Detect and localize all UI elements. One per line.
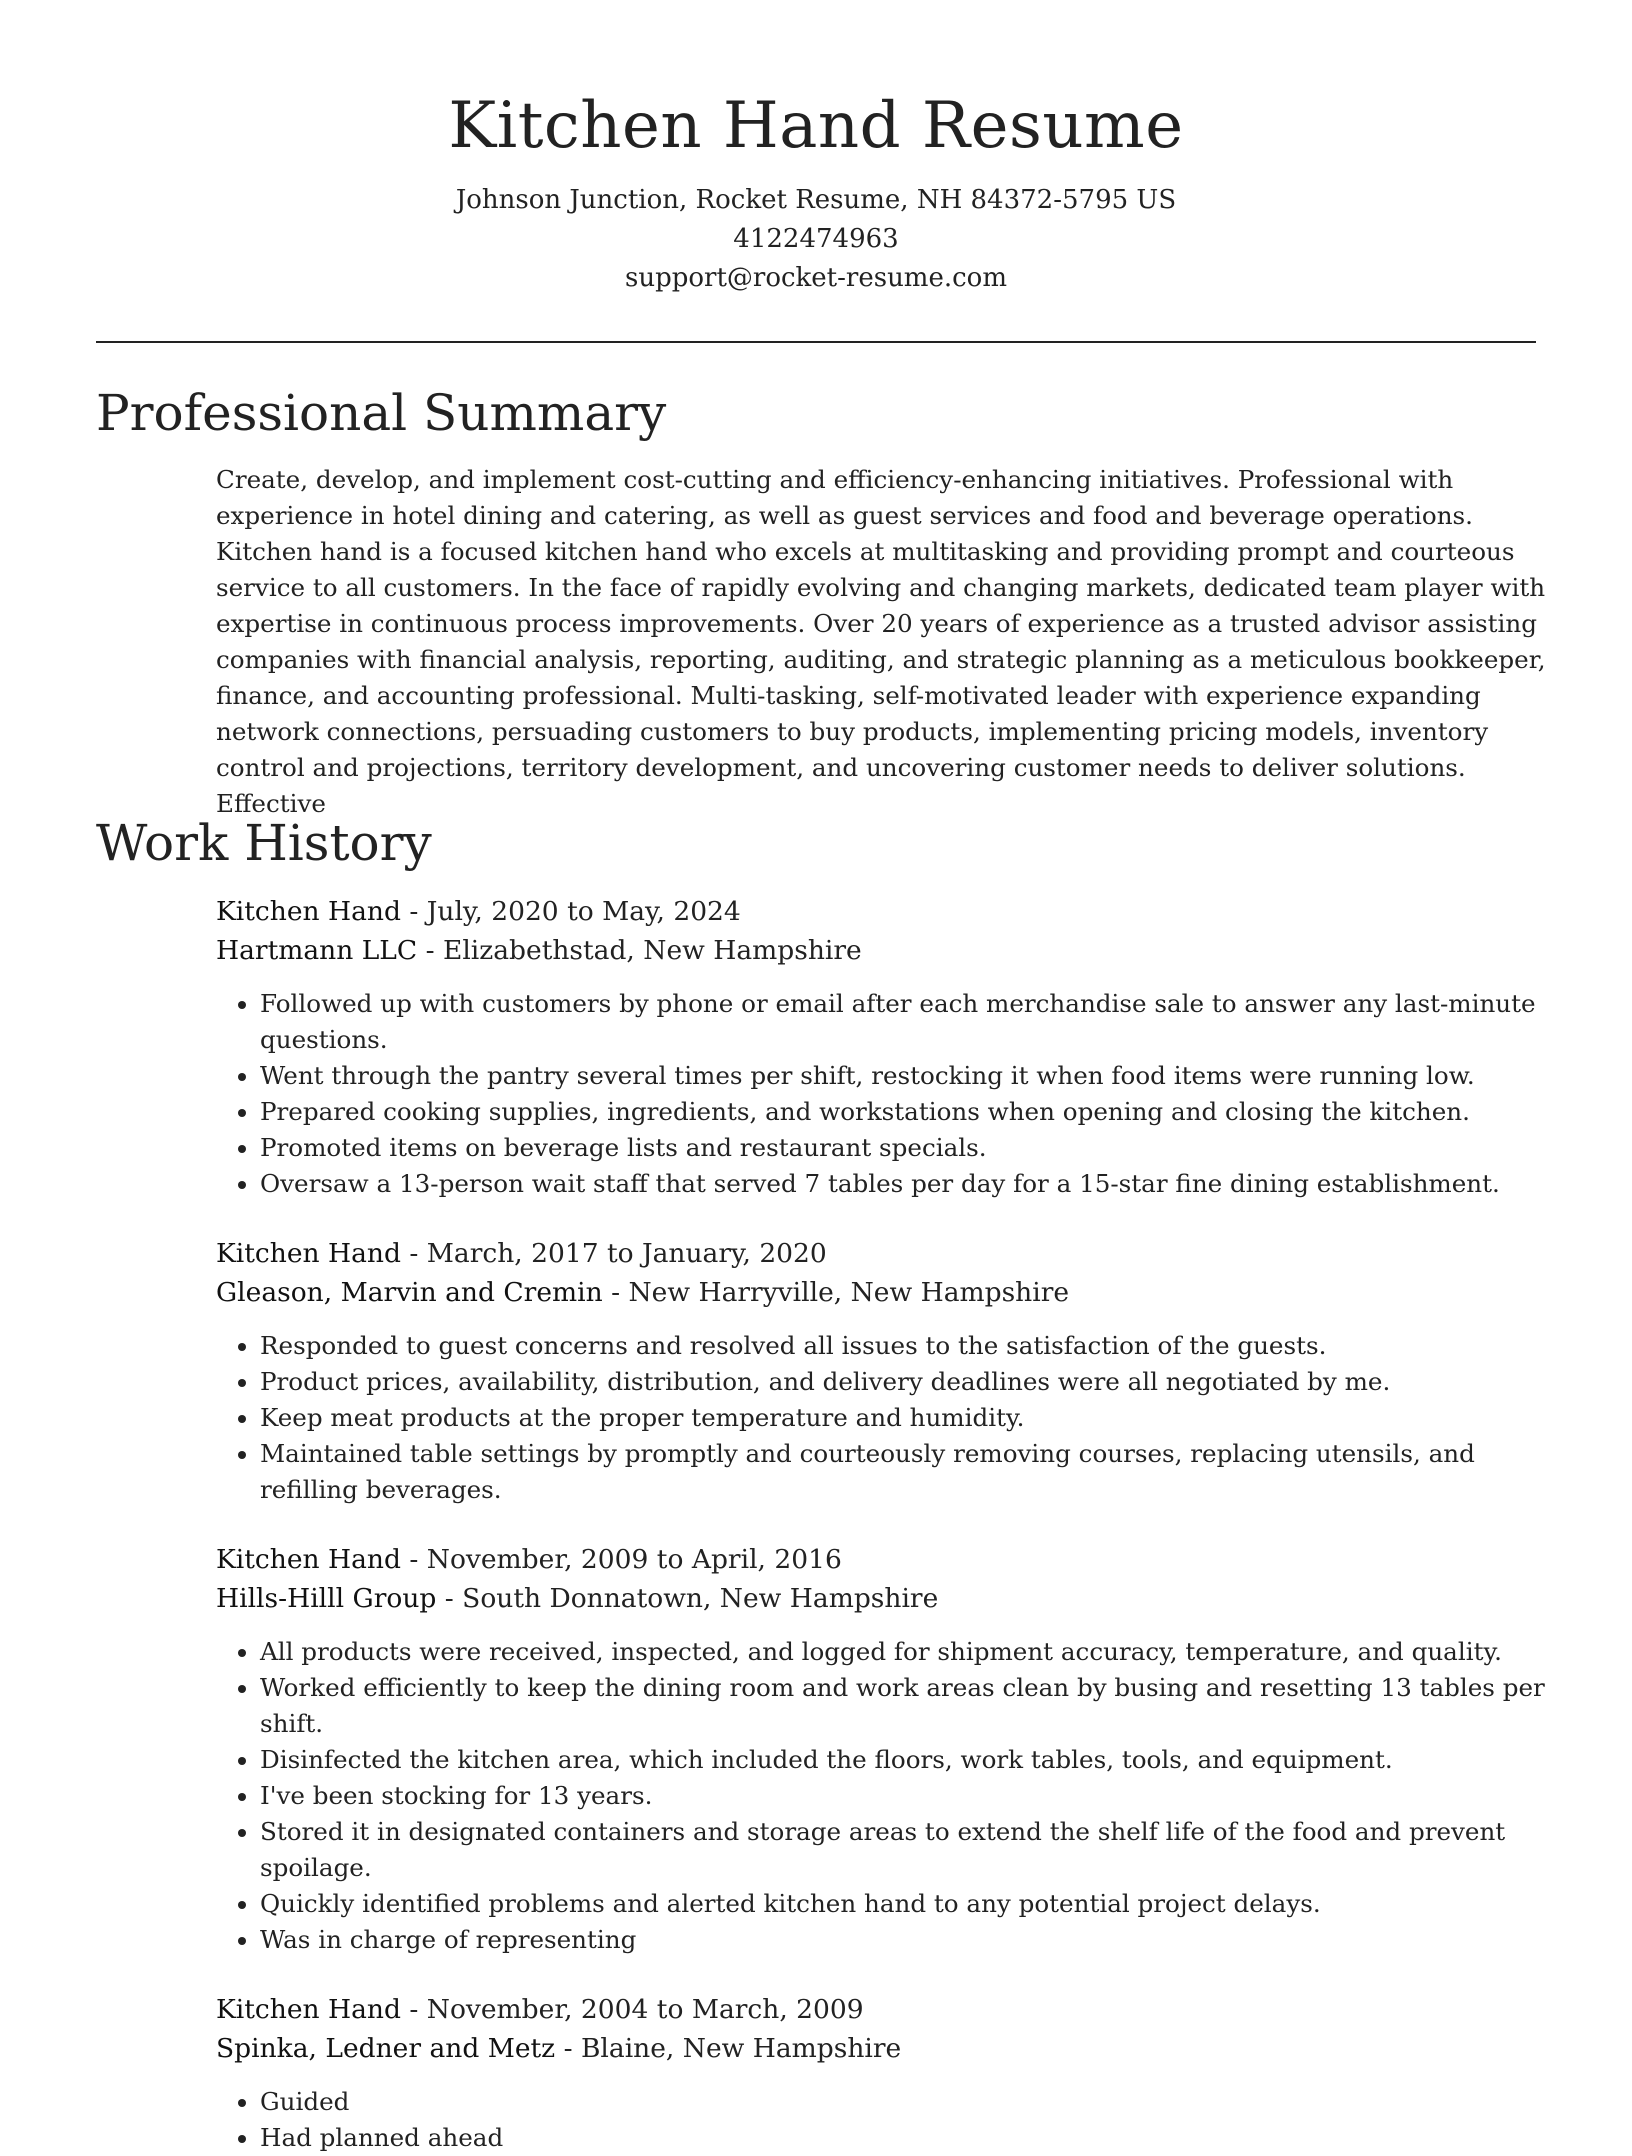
job-bullet: • Worked efficiently to keep the dining room and work areas clean by busing and resetting 13 tables per shift.: [260, 1670, 1546, 1742]
job-company-line: [216, 931, 1546, 970]
job-location: - South Donnatown, New Hampshire: [436, 1583, 939, 1614]
job-entry: [216, 1990, 1546, 2156]
job-bullet: • Was in charge of representing: [260, 1922, 1546, 1958]
job-bullet: • Promoted items on beverage lists and restaurant specials.: [260, 1130, 1546, 1166]
job-bullets: [216, 1328, 1546, 1508]
job-company: Hills-Hilll Group: [216, 1583, 437, 1614]
job-entry: [216, 1540, 1546, 1958]
job-bullet: • Keep meat products at the proper temperature and humidity.: [260, 1400, 1546, 1436]
job-bullet: • All products were received, inspected, and logged for shipment accuracy, temperature, and quality.: [260, 1634, 1546, 1670]
job-company: Spinka, Ledner and Metz: [216, 2033, 556, 2064]
job-bullet: • Went through the pantry several times per shift, restocking it when food items were running low.: [260, 1058, 1546, 1094]
contact-address: Johnson Junction, Rocket Resume, NH 84372-5795 US: [455, 185, 1177, 215]
job-company-line: [216, 2029, 1546, 2068]
job-title-line: [216, 1990, 1546, 2029]
job-title: Kitchen Hand: [216, 1544, 401, 1575]
job-dates: - July, 2020 to May, 2024: [400, 896, 741, 927]
job-bullet: • Product prices, availability, distribution, and delivery deadlines were all negotiated by me.: [260, 1364, 1546, 1400]
job-company-line: [216, 1579, 1546, 1618]
contact-phone: 4122474963: [733, 224, 899, 254]
job-entry: [216, 892, 1546, 1202]
summary-heading: Professional Summary: [96, 384, 667, 442]
job-location: - Elizabethstad, New Hampshire: [417, 935, 862, 966]
job-company: Gleason, Marvin and Cremin: [216, 1277, 603, 1308]
job-title: Kitchen Hand: [216, 1238, 401, 1269]
job-title-line: [216, 1540, 1546, 1579]
job-bullets: [216, 2084, 1546, 2156]
work-history-list: [216, 892, 1546, 2156]
job-company-line: [216, 1273, 1546, 1312]
job-bullet: • Oversaw a 13-person wait staff that served 7 tables per day for a 15-star fine dining establishment.: [260, 1166, 1546, 1202]
job-company: Hartmann LLC: [216, 935, 418, 966]
job-entry: [216, 1234, 1546, 1508]
job-title: Kitchen Hand: [216, 1994, 401, 2025]
job-bullet: • I've been stocking for 13 years.: [260, 1778, 1546, 1814]
job-bullets: [216, 1634, 1546, 1958]
contact-email: support@rocket-resume.com: [624, 263, 1007, 293]
job-dates: - March, 2017 to January, 2020: [400, 1238, 827, 1269]
job-title-line: [216, 892, 1546, 931]
job-title: Kitchen Hand: [216, 896, 401, 927]
job-dates: - November, 2004 to March, 2009: [400, 1994, 864, 2025]
summary-text: Create, develop, and implement cost-cutting and efficiency-enhancing initiatives. Professional with experience in hotel dining and catering, as well as guest services and food and beverage operations. Kitchen hand is a focused kitchen hand who excels at multitasking and providing prompt and courteous service to all customers. In the face of rapidly evolving and changing markets, dedicated team player with expertise in continuous process improvements. Over 20 years of experience as a trusted advisor assisting companies with financial analysis, reporting, auditing, and strategic planning as a meticulous bookkeeper, finance, and accounting professional. Multi-tasking, self-motivated leader with experience expanding network connections, persuading customers to buy products, implementing pricing models, inventory control and projections, territory development, and uncovering customer needs to deliver solutions. Effective: [216, 465, 1546, 818]
job-bullets: [216, 986, 1546, 1202]
resume-title: Kitchen Hand Resume: [448, 89, 1184, 163]
job-location: - Blaine, New Hampshire: [555, 2033, 902, 2064]
job-bullet: • Prepared cooking supplies, ingredients, and workstations when opening and closing the kitchen.: [260, 1094, 1546, 1130]
work-history-heading: Work History: [96, 814, 432, 872]
job-bullet: • Had planned ahead: [260, 2120, 1546, 2156]
job-bullet: • Guided: [260, 2084, 1546, 2120]
job-location: - New Harryville, New Hampshire: [602, 1277, 1070, 1308]
job-bullet: • Quickly identified problems and alerted kitchen hand to any potential project delays.: [260, 1886, 1546, 1922]
job-bullet: • Disinfected the kitchen area, which included the floors, work tables, tools, and equipment.: [260, 1742, 1546, 1778]
job-title-line: [216, 1234, 1546, 1273]
job-dates: - November, 2009 to April, 2016: [400, 1544, 842, 1575]
header-divider: [96, 341, 1536, 343]
job-bullet: • Maintained table settings by promptly and courteously removing courses, replacing utensils, and refilling beverages.: [260, 1436, 1546, 1508]
job-bullet: • Followed up with customers by phone or email after each merchandise sale to answer any last-minute questions.: [260, 986, 1546, 1058]
job-bullet: • Responded to guest concerns and resolved all issues to the satisfaction of the guests.: [260, 1328, 1546, 1364]
job-bullet: • Stored it in designated containers and storage areas to extend the shelf life of the food and prevent spoilage.: [260, 1814, 1546, 1886]
resume-header: [96, 78, 1536, 298]
